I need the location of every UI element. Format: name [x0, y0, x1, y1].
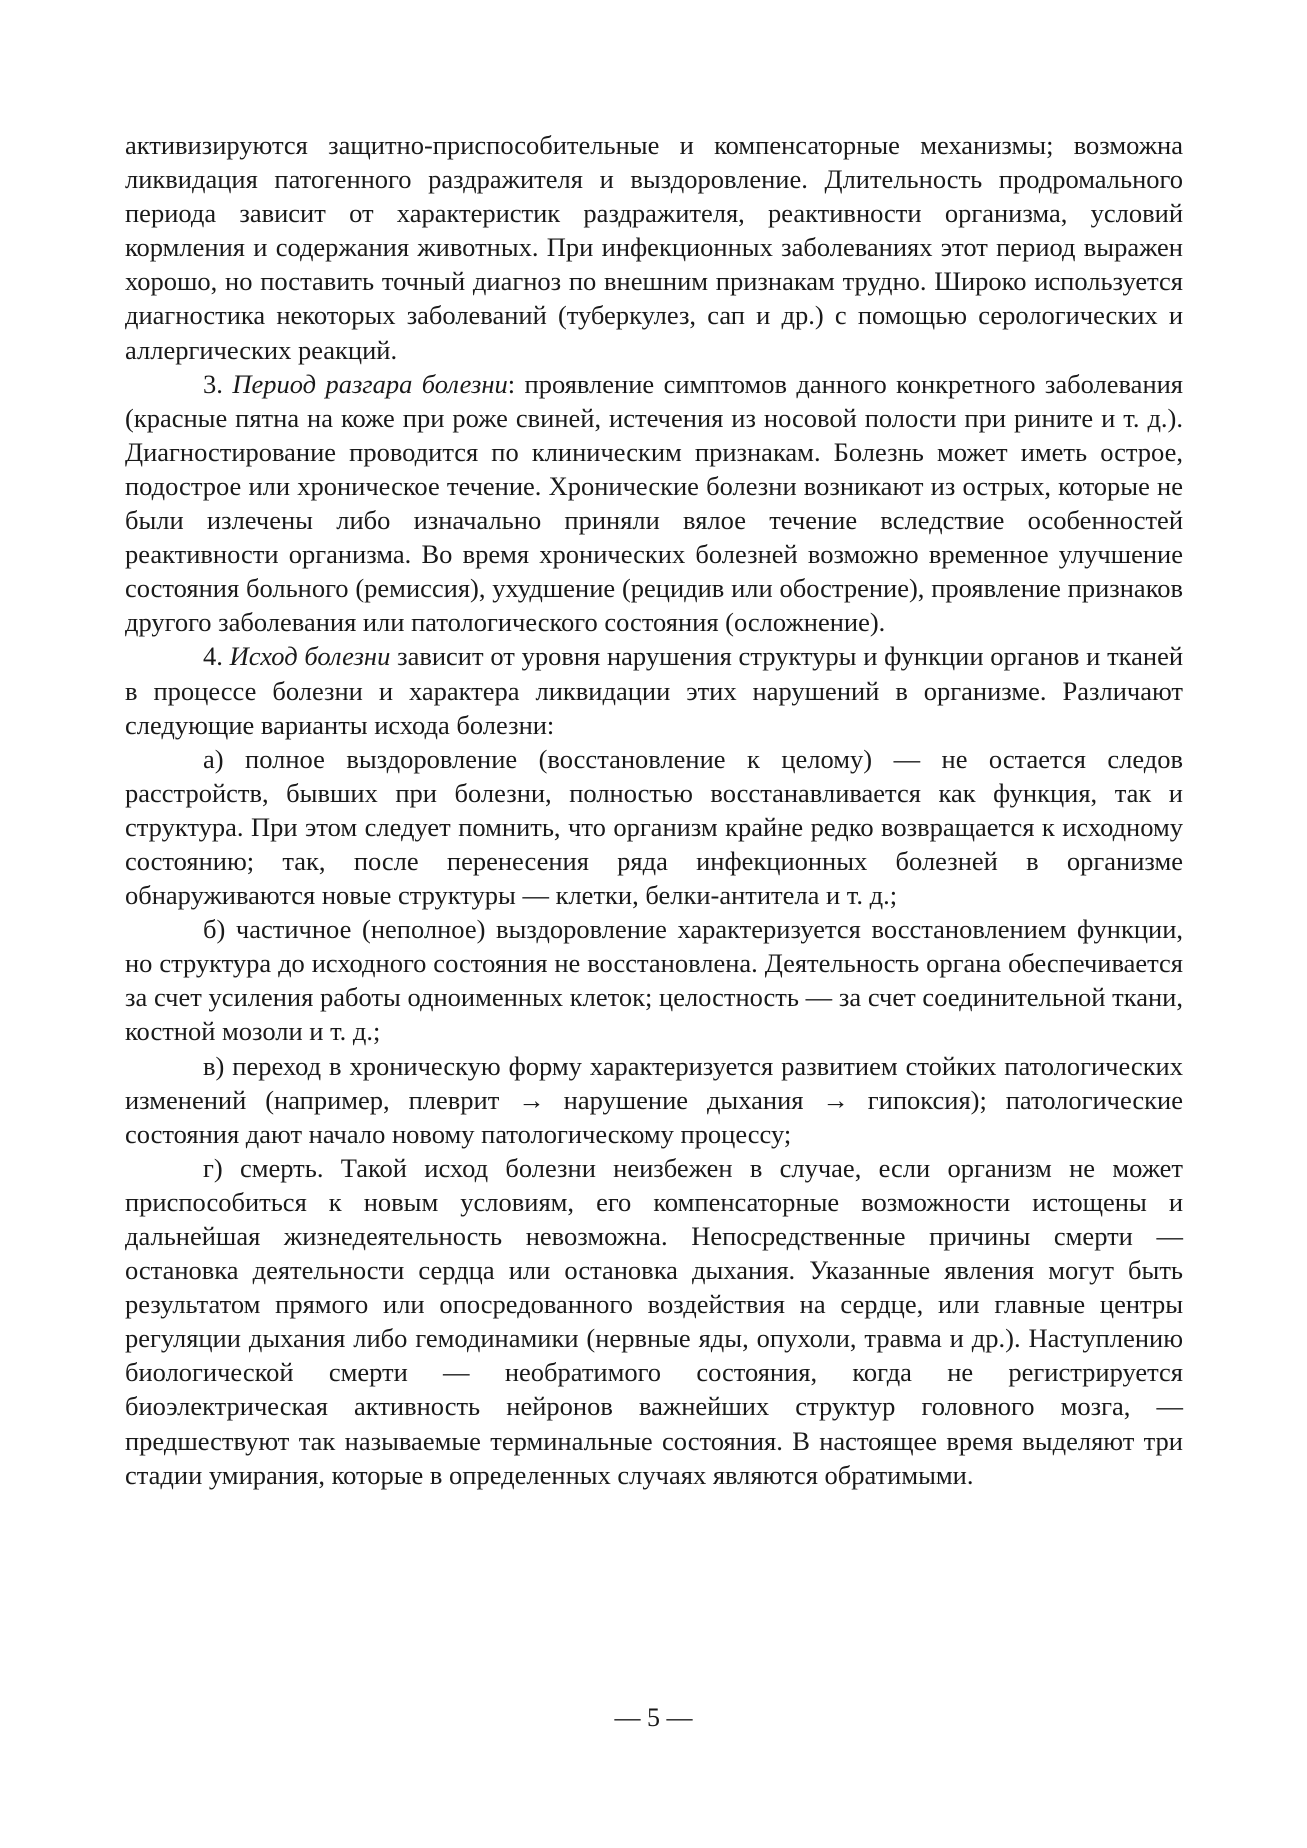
list-number: 3.	[203, 368, 223, 399]
paragraph-text: : проявление симптомов данного конкретного заболевания (красные пятна на коже при роже свиней, истечения из носовой полости при рините и т. д.). Диагностирование проводится по клиническим признакам. Болезнь может иметь острое, подострое или хроническое течение. Хронические болезни возникают из острых, которые не были излечены либо изначально приняли вялое течение вследствие особенностей реактивности организма. Во время хронических болезней возможно временное улучшение состояния больного (ремиссия), ухудшение (рецидив или обострение), проявление признаков другого заболевания или патологического состояния (осложнение).	[125, 368, 1183, 638]
term-outcome: Исход болезни	[229, 641, 391, 672]
paragraph-text: зависит от уровня нарушения структуры и функции органов и тканей в процессе болезни и характера ликвидации этих нарушений в организме. Различают следующие варианты исхода болезни:	[125, 641, 1184, 740]
paragraph-outcome	[125, 639, 1183, 741]
paragraph-peak-period	[125, 367, 1183, 640]
page-number: — 5 —	[614, 1703, 693, 1732]
term-peak-period: Период разгара болезни	[232, 368, 508, 399]
list-item-chronic-form: в) переход в хроническую форму характеризуется развитием стойких патологических изменений (например, плеврит → нарушение дыхания → гипоксия); патологические состояния дают начало новому патологическому процессу;	[125, 1050, 1183, 1149]
paragraph-prodromal-continuation: активизируются защитно-приспособительные и компенсаторные механизмы; возможна ликвидация патогенного раздражителя и выздоровление. Длительность продромального периода зависит от характеристик раздражителя, реактивности организма, условий кормления и содержания животных. При инфекционных заболеваниях этот период выражен хорошо, но поставить точный диагноз по внешним признакам трудно. Широко используется диагностика некоторых заболеваний (туберкулез, сап и др.) с помощью серологических и аллергических реакций.	[125, 130, 1183, 365]
list-item-partial-recovery: б) частичное (неполное) выздоровление характеризуется восстановлением функции, но структура до исходного состояния не восстановлена. Деятельность органа обеспечивается за счет усиления работы одноименных клеток; целостность — за счет соединительной ткани, костной мозоли и т. д.;	[125, 914, 1183, 1047]
list-number: 4.	[203, 641, 223, 672]
body-text	[125, 128, 1183, 1492]
list-item-death: г) смерть. Такой исход болезни неизбежен в случае, если организм не может приспособиться к новым условиям, его компенсаторные возможности истощены и дальнейшая жизнедеятельность невозможна. Непосредственные причины смерти — остановка деятельности сердца или остановка дыхания. Указанные явления могут быть результатом прямого или опосредованного воздействия на сердце, или главные центры регуляции дыхания либо гемодинамики (нервные яды, опухоли, травма и др.). Наступлению биологической смерти — необратимого состояния, когда не регистрируется биоэлектрическая активность нейронов важнейших структур головного мозга, — предшествуют так называемые терминальные состояния. В настоящее время выделяют три стадии умирания, которые в определенных случаях являются обратимыми.	[125, 1152, 1183, 1490]
list-item-full-recovery: а) полное выздоровление (восстановление к целому) — не остается следов расстройств, бывших при болезни, полностью восстанавливается как функция, так и структура. При этом следует помнить, что организм крайне редко возвращается к исходному состоянию; так, после перенесения ряда инфекционных болезней в организме обнаруживаются новые структуры — клетки, белки-антитела и т. д.;	[125, 743, 1183, 911]
